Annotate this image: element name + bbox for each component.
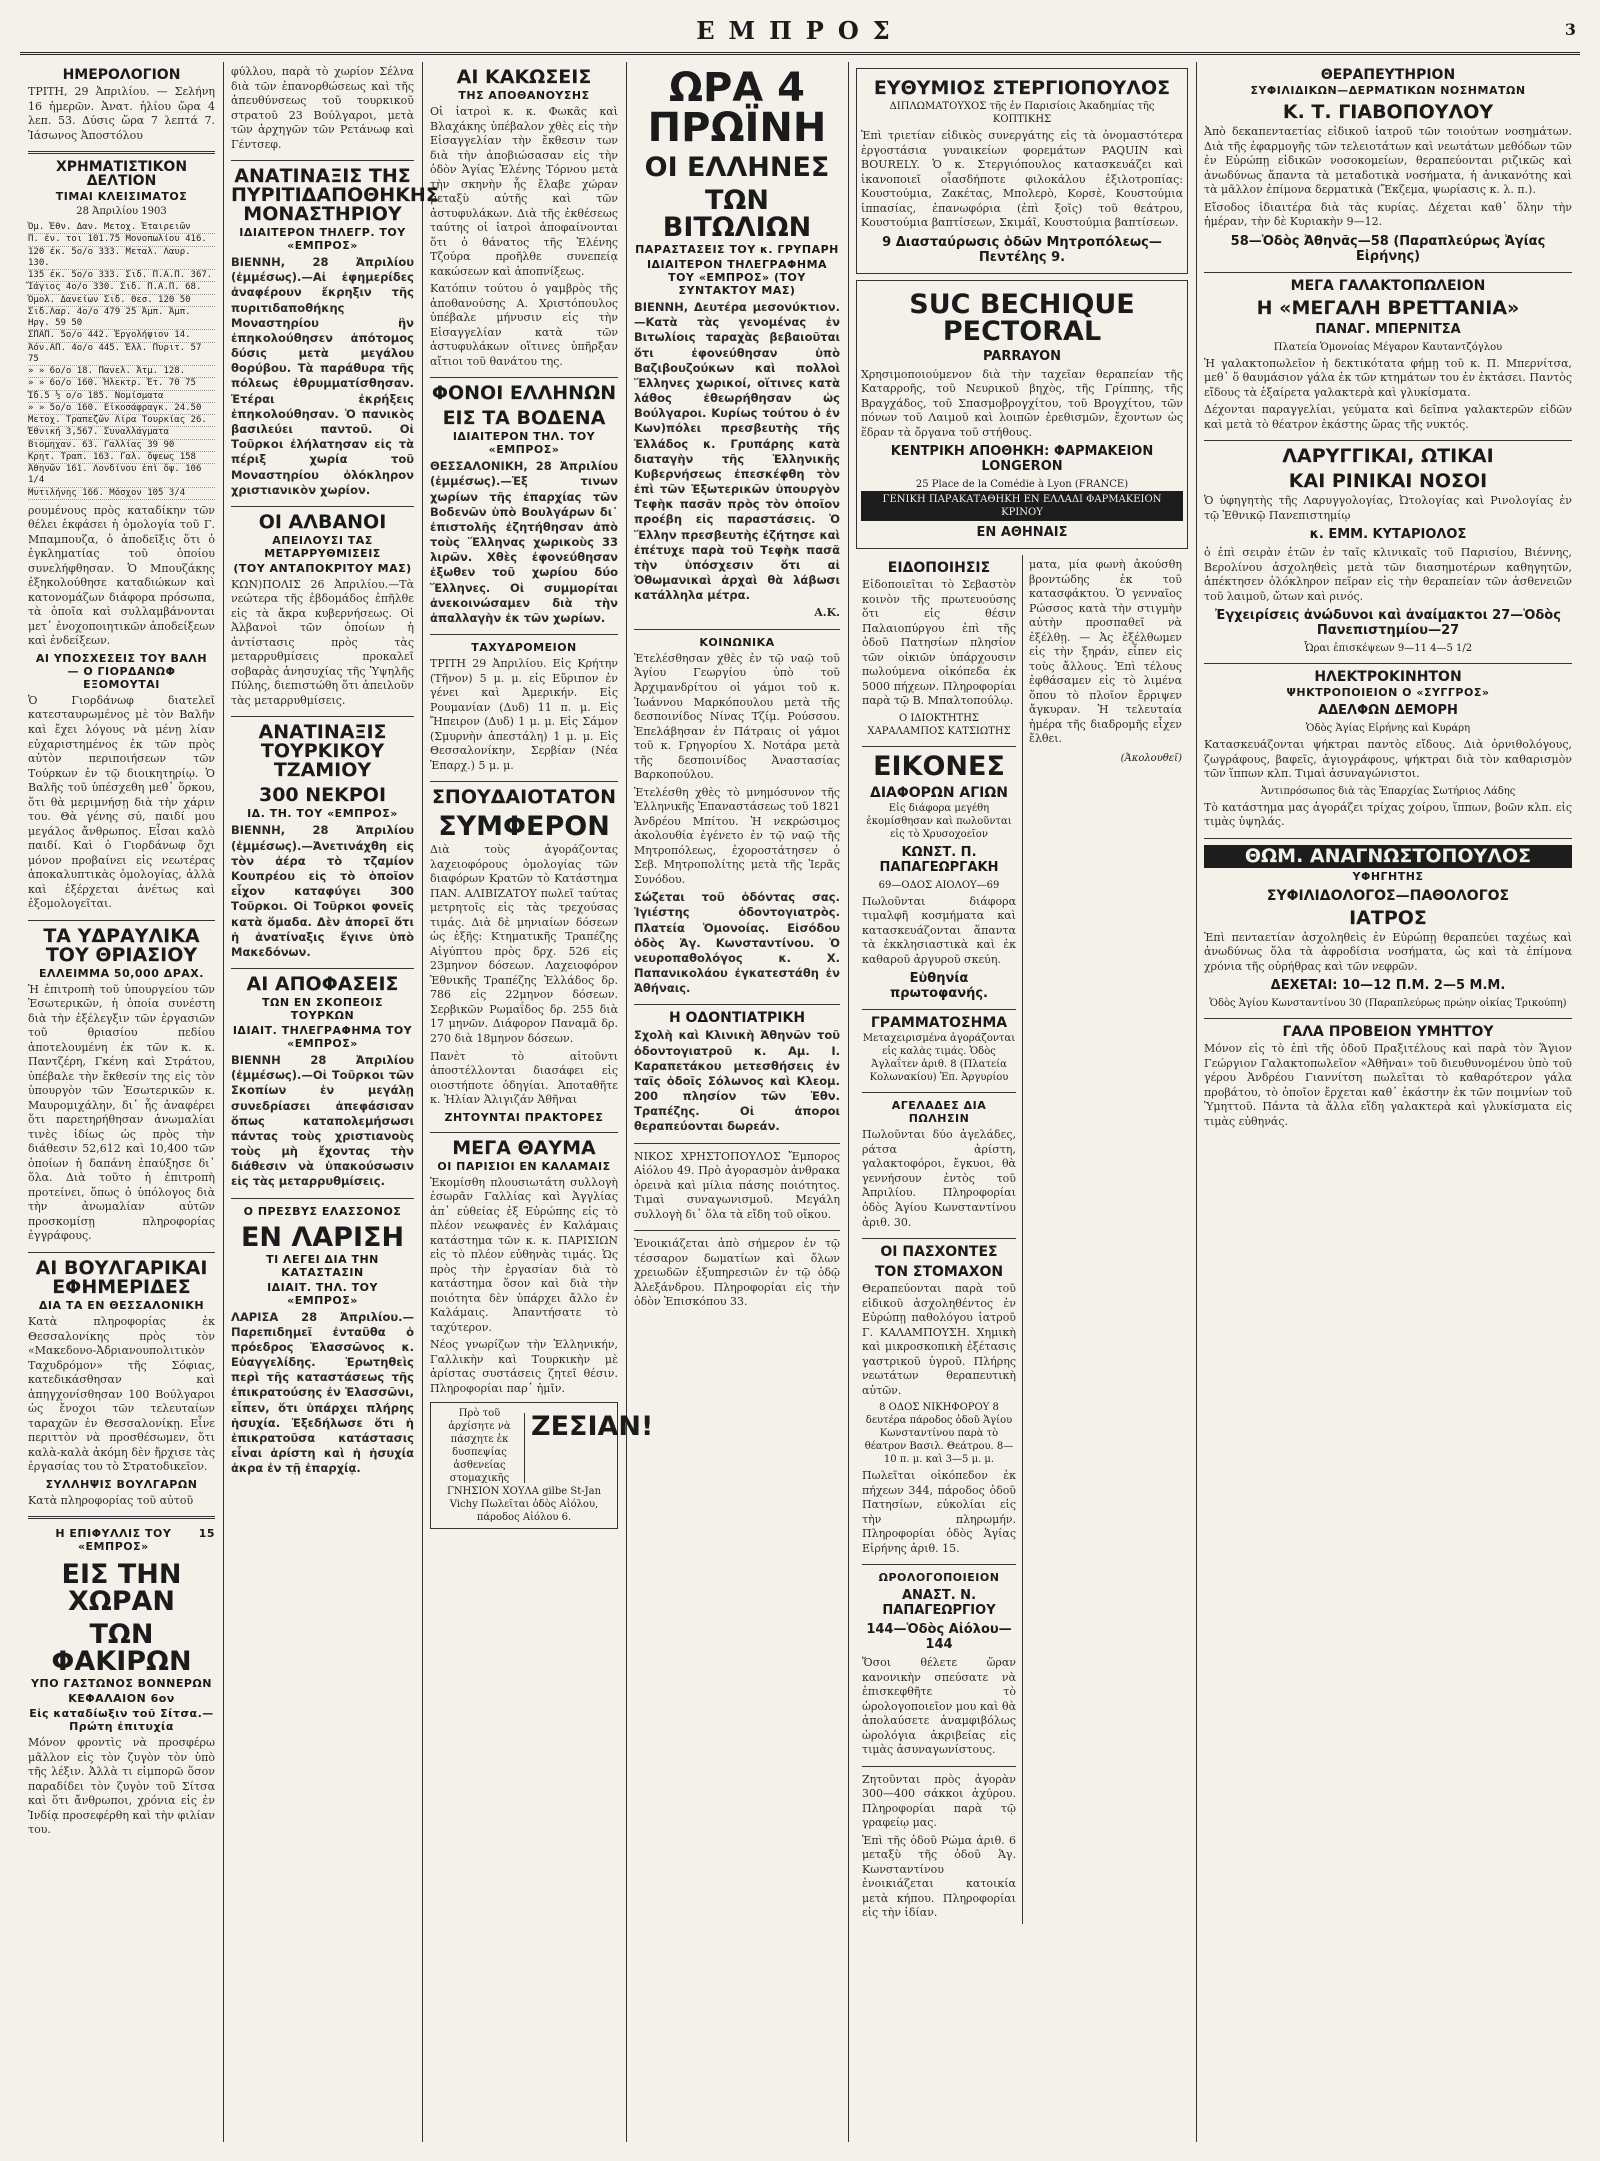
advertisement	[856, 280, 1188, 550]
article-headline: ΣΠΟΥΔΑΙΟΤΑΤΟΝ	[431, 786, 617, 809]
ad-hours: ΔΕΧΕΤΑΙ: 10—12 Π.Μ. 2—5 Μ.Μ.	[1270, 978, 1506, 994]
article-text: Κατόπιν τούτου ὁ γαμβρὸς τῆς ἀποθανούσης Α. Χριστόπουλος ὑπέβαλε μήνυσιν εἰς τὴν Εἰσαγγελίαν κατὰ τῶν ἀστυφυλάκων οἵτινες ὑπῆρξαν αἴτιοι τοῦ θανάτου της.	[430, 282, 618, 368]
ad-title: ΘΩΜ. ΑΝΑΓΝΩΣΤΟΠΟΥΛΟΣ	[1204, 845, 1572, 868]
serial-header	[28, 1525, 215, 1555]
article-text: Ἡ ἐπιτροπὴ τοῦ ὑπουργείου τῶν Ἐσωτερικῶν, ἡ ὁποία συνέστη διὰ τὴν ἐξέλεγξιν τῶν ἐργασιῶν τοῦ θριασίου πεδίου ἀποτελουμένη ἐκ τῶν κ. κ. Παντζέρη, Γκένη καὶ Στράτου, ὑπέβαλε τὴν ἔκθεσίν της εἰς τὸν ὑπουργὸν τῶν Ἐσωτερικῶν κ. Μαυρομιχάλην, δι᾽ ἧς ἀναφέρει ὅτι παρετηρήθησαν ἀνωμαλίαι τινὲς ἰδίως ὡς πρὸς τὴν διάθεσιν 52,612 καὶ 10,400 τῶν ὁποίων ἡ δαπάνη ἐπαύξησε δι᾽ ὅλα. Διὰ τοῦτο ἡ ἐπιτροπὴ προτείνει, ὅπως ὁ ὑπόλογος διὰ τὴν ἀνωμαλίαν αὐτῶν προσκομίσῃ πληροφορίας ἐγγράφους.	[28, 982, 215, 1243]
article-text: φύλλου, παρὰ τὸ χωρίον Σέλνα διὰ τῶν ἐπανορθώσεως καὶ τῆς ἀπευθύνσεως τοῦ τουρκικοῦ στρατοῦ 23 Βούλγαροι, μετὰ τῶν ἀρχηγῶν τῶν Ρετάνωφ καὶ Γέντσεφ.	[231, 65, 414, 151]
ad-title: SUC BECHIQUE PECTORAL	[909, 288, 1135, 347]
newspaper-page	[20, 14, 1580, 2144]
ad-text: Ἡ γαλακτοπωλεῖον ἡ δεκτικότατα φήμῃ τοῦ κ. Π. Μπερνίτσα, μεθ᾽ ὅ θαυμάσιον γάλα ἐκ τῶν κτημάτων του ἐν ἐκτάσει. Παντὸς εἴδους τὰ ἐξαίρετα γαλακτερὰ καὶ γλυκίσματα.	[1204, 356, 1572, 399]
article-headline: ΣΥΜΦΕΡΟΝ	[438, 811, 610, 843]
ad-text: ΓΝΗΣΙΟΝ ΧΟΥΛΑ gilbe St-Jan Vichy Πωλεῖται ὁδὸς Αἰόλου, πάροδος Αἰόλου 6.	[446, 1486, 602, 1524]
ad-text: Πωλεῖται οἰκόπεδον ἐκ πήχεων 344, πάροδος ὁδοῦ Πατησίων, εὐκολίαι εἰς τὴν πληρωμήν. Πληροφορίαι ὁδὸς Ἁγίας Εἰρήνης ἀριθ. 15.	[862, 1469, 1016, 1555]
exchange-row: Ἀόν.ΑΠ. 4ο/ο 445. Ἑλλ. Πυριτ. 57 75	[28, 343, 215, 367]
ad-text: Ἐπὶ τῆς ὁδοῦ Ρώμα ἀριθ. 6 μεταξὺ τῆς ὁδοῦ Ἁγ. Κωνσταντίνου ἐνοικιάζεται κατοικία μετὰ κήπου. Πληροφορίαι εἰς τὴν ἰδίαν.	[862, 1833, 1016, 1920]
almanac-title: ΗΜΕΡΟΛΟΓΙΟΝ	[62, 67, 181, 83]
exchange-row: 120 έκ. 5ο/ο 333. Μεταλ. Λαυρ. 130.	[28, 247, 215, 271]
article-text: Ἐκομίσθη πλουσιωτάτη συλλογὴ ἐσωρᾶν Γαλλίας καὶ Ἀγγλίας ἀπ᾽ εὐθείας ἐξ Εὐρώπης εἰς τὸ πλέον νεωφανὲς ἐν Καλάμαις κατάστημα τῶν κ. κ. ΠΑΡΙΣΙΩΝ εἰς τὸ πλέον εὐθηνὰς τιμάς. Ὡς πρὸς τὴν ἐργασίαν διὰ τὸ κατάστημα ὅσον καὶ διὰ τὴν ποιότητα δὲν ὑπάρχει ἄλλο ἐν Καλάμαις. Ἀπαντήσατε τὸ ταχύτερον.	[430, 1175, 618, 1334]
exchange-title: ΧΡΗΜΑΤΙΣΤΙΚΟΝ ΔΕΛΤΙΟΝ	[55, 159, 188, 190]
article-text: ΘΕΣΣΑΛΟΝΙΚΗ, 28 Ἀπριλίου (ἐμμέσως).—Ἐξ τινων χωρίων τῆς ἐπαρχίας τῶν Βοδενῶν ὑπὸ Βουλγάρων δι᾽ ἐπιστολῆς ἐζητήθησαν ἀπὸ τοὺς Ἕλληνας χωρικοὺς 33 λιρῶν. Χθὲς ἐφονεύθησαν ἐξωθεν τοῦ χωρίου δύο Ἕλληνες. Οἱ συμμορίται ἀνεκοινώσαμεν διὰ τὴν ἀπαλλαγὴν ἐκ τῶν χωρίων.	[430, 459, 618, 625]
ad-text: Ἐπὶ τριετίαν εἰδικὸς συνεργάτης εἰς τὰ ὀνομαστότερα ἐργοστάσια γυναικείων φορεμάτων PAQUIN καὶ BOURELY. Ὁ κ. Στεργιόπουλος κατασκευάζει καὶ ἱκανοποιεῖ οἷασδήποτε φιλοκάλου ἐξιλοτροπίας: Κουστούμια, Ζακέτας, Μπολερὸ, Κορσὲ, Κουστούμια ἱππασίας, ἐπανωφόρια (ἐπὶ ξοῖς) τοῦ θεάτρου, Κουστούμια βαπτίσεων, Σκιμάῖ, Κουστούμια βαπτίσεων.	[861, 129, 1183, 230]
article-text: Πανὲτ τὸ αἰτοῦντι ἀποστέλλονται διασάφει εἰς οιοστήποτε ὁδηγίαι. Ἀποταθῆτε κ. Ἠλίαν Ἀλιγιζάν Ἀθῆναι	[430, 1049, 618, 1107]
ad-hours: Ὧραι ἐπισκέψεων 9—11 4—5 1/2	[1303, 643, 1473, 655]
ad-title: ΗΛΕΚΤΡΟΚΙΝΗΤΟΝ	[1314, 669, 1462, 686]
article-subheadline: ΣΥΛΛΗΨΙΣ ΒΟΥΛΓΑΡΩΝ	[45, 1477, 198, 1491]
article-text: Νέος γνωρίζων τὴν Ἑλληνικήν, Γαλλικὴν καὶ Τουρκικὴν μὲ ἀρίστας συστάσεις ζητεῖ θέσιν. Πληροφορίαι παρ᾽ ἡμῖν.	[430, 1338, 618, 1395]
article-text: Κατὰ πληροφορίας τοῦ αὐτοῦ	[28, 1493, 194, 1507]
article-subheadline: ΑΠΕΙΛΟΥΣΙ ΤΑΣ ΜΕΤΑΡΡΥΘΜΙΣΕΙΣ	[264, 533, 381, 560]
exchange-row: Μυτιλήνης 166. Μόσχον 105 3/4	[28, 488, 215, 500]
exchange-date: 28 Ἀπριλίου 1903	[76, 206, 167, 218]
article-text: Οἱ ἰατροὶ κ. κ. Φωκᾶς καὶ Βλαχάκης ὑπέβαλον χθὲς εἰς τὴν Εἰσαγγελίαν τὴν ἔκθεσιν των διὰ τὴν ἀποβιώσασαν εἰς τὴν ὁδὸν Ἁγίας Ἑλένης Τόρνου μετὰ τὴν σκηνὴν ἧς ἔλαβε χώραν μεταξὺ αὐτῆς καὶ τῶν ἀστυφυλάκων. Διὰ τῆς ἐκθέσεως ταύτης οἱ ἰατροὶ ἀποφαίνονται ὅτι ὁ θάνατος τῆς Ἑλένης Τζούρα προῆλθε συνεπείᾳ κακώσεων καὶ ἀποπνίξεως.	[430, 105, 618, 278]
serial-author: ΥΠΟ ΓΑΣΤΩΝΟΣ ΒΟΝΝΕΡΩΝ	[31, 1677, 212, 1691]
ad-left-stack	[856, 555, 1022, 1924]
article-headline: ΦΟΝΟΙ ΕΛΛΗΝΩΝ	[431, 382, 617, 405]
ad-text: Χρησιμοποιούμενον διὰ τὴν ταχεῖαν θεραπείαν τῆς Καταρροῆς, τοῦ Νευρικοῦ βηχὸς, τῆς Γρίππης, τῆς Βραγχάδος, τοῦ Σπασμοβρογχίτου, τοῦ Βρογχίτου, τῶν πόνων τοῦ Λαιμοῦ καὶ λοιπῶν ἐρεθισμῶν, ἔχοντων ὡς ἕδραν τὰ ὄργανα τοῦ στήθους.	[861, 367, 1183, 439]
ad-text: Ἀντιπρόσωπος διὰ τὰς Ἐπαρχίας Σωτήριος Λάδης	[1260, 785, 1516, 797]
article-headline: ΑΝΑΤΙΝΑΞΙΣ ΤΗΣ ΠΥΡΙΤΙΔΑΠΟΘΗΚΗΣ ΜΟΝΑΣΤΗΡΙΟΥ	[231, 165, 439, 226]
ad-address: Πλατεία Ὁμονοίας Μέγαρον Καυταντζόγλου	[1273, 341, 1503, 353]
article-subheadline: 300 ΝΕΚΡΟΙ	[258, 784, 387, 807]
exchange-row: » » 6ο/ο 160. Ἠλεκτρ. Ἑτ. 70 75	[28, 378, 215, 390]
exchange-row: Ἐθνική 3,567. Συναλλάγματα	[28, 427, 215, 439]
ad-address: Ἐγχειρίσεις ἀνώδυνοι καὶ ἀναίμακτοι 27—Ὁδὸς Πανεπιστημίου—27	[1215, 608, 1561, 639]
exchange-row: Ὁμολ. Δανείων Σιδ. Θεσ. 120 50	[28, 295, 215, 307]
article-subheadline: ΠΑΡΑΣΤΑΣΕΙΣ ΤΟΥ κ. ΓΡΥΠΑΡΗ	[635, 243, 839, 256]
article-text: ΒΙΕΝΝΗ, 28 Ἀπριλίου (ἐμμέσως).—Ἀνετινάχθη εἰς τὸν ἀέρα τὸ τζαμίον Κουπρέου εἰς τὸ ὁποῖον εἶχον καταφύγει 300 Τοῦρκοι. Οἱ Τοῦρκοι φονεῖς κατὰ ὅμαδα. Δὲν ἀπορεῖ ὅτι ἡ ἀνατίναξις ἔγινε ὑπὸ Μακεδόνων.	[231, 823, 414, 959]
article-subheadline: (ΤΟΥ ΑΝΤΑΠΟΚΡΙΤΟΥ ΜΑΣ)	[233, 561, 412, 575]
exchange-row: Ἀθηνῶν 161. Λονδίνου ἐπὶ ὄψ. 106 1/4	[28, 464, 215, 488]
article-text: ΒΙΕΝΝΗ, Δευτέρα μεσονύκτιον.—Κατὰ τὰς γενομένας ἐν Βιτωλίοις ταραχὰς βεβαιοῦται ὅτι ἐφονεύθησαν ὑπὸ Βαζιβουζούκων καὶ πολλοὶ Ἕλληνες χωρικοί, οἵτινες κατὰ λάθος ἐθεωρήθησαν ὡς Βούλγαροι. Κυρίως τούτου ὁ ἐν Κων)πόλει πρεσβευτὴς τῆς Ἑλλάδος κ. Γρυπάρης κατὰ διαταγὴν τῆς Ἑλληνικῆς Κυβερνήσεως ἐπεσκέφθη τὸν ἐπὶ τῶν Ἐξωτερικῶν ὑπουργὸν Τεφὴκ πασᾶν πρὸς τὸν ὁποῖον προέβη εἰς παραστάσεις. Ὁ Ἕλλην πρεσβευτὴς ἐζήτησε καὶ ἐπέτυχε παρὰ τοῦ Τεφὴκ πασᾶ τὴν ὑπόσχεσιν ὅτι αἱ Ὀθωμανικαὶ ἀρχαὶ θὰ λάβωσι κατάλληλα μέτρα.	[634, 300, 840, 603]
ad-subtitle: ΙΑΤΡΟΣ	[1349, 906, 1427, 929]
ad-text: Ζητοῦνται πρὸς ἀγορὰν 300—400 σάκκοι ἀχύρου. Πληροφορίαι παρὰ τῷ γραφείῳ μας.	[862, 1772, 1016, 1830]
ad-owner: κ. ΕΜΜ. ΚΥΤΑΡΙΟΛΟΣ	[1309, 527, 1467, 543]
section-headline: ΚΟΙΝΩΝΙΚΑ	[699, 635, 775, 649]
ad-depot: ΚΕΝΤΡΙΚΗ ΑΠΟΘΗΚΗ: ΦΑΡΜΑΚΕΙΟΝ LONGERON	[890, 444, 1154, 475]
exchange-row: Βιομηχαν. 63. Γαλλίας 39 90	[28, 440, 215, 452]
article-subheadline: ΤΗΣ ΑΠΟΘΑΝΟΥΣΗΣ	[458, 89, 590, 102]
serial-continuation: ματα, μία φωνὴ ἀκούσθη βροντώδης ἐκ τοῦ κατασφάκτου. Ὁ γενναῖος Ρώσσος κατὰ τὴν στιγμὴν αὐτὴν προσπαθεῖ νὰ ἐξέλθῃ. — Ἀς ἐξέλθωμεν εἰς τὴν ξηράν, εἶπεν εἰς τοὺς ἄλλους. Ἐπὶ τέλους ἐφθάσαμεν εἰς τὸ λιμένα ὅπου τὸ πλοῖον ἔρριψεν ἄγκυραν. Ἡ τελευταία ἡμέρα τῆς διαδρομῆς εἶχεν ἔλθει.	[1029, 558, 1182, 746]
page-number: 3	[1564, 20, 1576, 39]
article-subheadline: ΙΔ. ΤΗ. ΤΟΥ «ΕΜΠΡΟΣ»	[247, 807, 398, 821]
serial-title: ΤΩΝ ΦΑΚΙΡΩΝ	[51, 1619, 192, 1678]
ad-address: 8 ΟΔΟΣ ΝΙΚΗΦΟΡΟΥ 8 δευτέρα πάροδος ὁδοῦ Ἁγίου Κωνσταντίνου παρὰ τὸ θέατρον Βασιλ. Θεάτρου. 8—10 π. μ. καὶ 3—5 μ. μ.	[864, 1402, 1014, 1466]
article-headline: ΜΕΓΑ ΘΑΥΜΑ	[452, 1136, 596, 1159]
ad-title: ΜΕΓΑ ΓΑΛΑΚΤΟΠΩΛΕΙΟΝ	[1290, 277, 1486, 294]
article-text: ΒΙΕΝΝΗ 28 Ἀπριλίου (ἐμμέσως).—Οἱ Τοῦρκοι τῶν Σκοπίων ἐν μεγάλῃ συνεδρίασει ἀπεφάσισαν ὅπως καταπολεμήσωσι πάντας τοὺς χριστιανοὺς τοὺς μὴ ἔχοντας τὴν διάθεσιν νὰ ὑπακούσωσιν εἰς τὰς μεταρρυθμίσεις.	[231, 1053, 414, 1189]
article-subheadline: ΕΛΛΕΙΜΜΑ 50,000 ΔΡΑΧ.	[39, 966, 204, 980]
ad-address: Ὁδὸς Ἁγίας Εἰρήνης καὶ Κυράρη	[1305, 723, 1471, 735]
column-1	[20, 62, 223, 2142]
ad-address: Ὁδὸς Ἁγίου Κωνσταντίνου 30 (Παραπλεύρως πρώην οἰκίας Τρικούπη)	[1209, 998, 1567, 1010]
article-headline: ΕΝ ΛΑΡΙΣΗ	[240, 1221, 405, 1253]
ad-address: 58—Ὁδὸς Ἀθηνᾶς—58 (Παραπλεύρως Ἁγίας Εἰρήνης)	[1230, 233, 1546, 264]
article-headline: ΕΙΣ ΤΑ ΒΟΔΕΝΑ	[442, 407, 606, 430]
article-headline: ΩΡΑ 4 ΠΡΩΪΝΗ	[647, 65, 827, 151]
ad-signature: Ο ΙΔΙΟΚΤΗΤΗΣ ΧΑΡΑΛΑΜΠΟΣ ΚΑΤΣΙΩΤΗΣ	[867, 712, 1011, 737]
exchange-row: ΣΠΑΠ. 5ο/ο 442. Ἐργολήψιον 14.	[28, 330, 215, 342]
ad-title: ΖΕΣΙΑΝ!	[524, 1413, 613, 1483]
ad-owner: ΑΝΑΣΤ. Ν. ΠΑΠΑΓΕΩΡΓΙΟΥ	[882, 1588, 996, 1619]
article-headline: ΑΙ ΑΠΟΦΑΣΕΙΣ	[246, 973, 399, 996]
article-subheadline: ΙΔΙΑΙΤΕΡΟΝ ΤΗΛΕΓΡ. ΤΟΥ «ΕΜΠΡΟΣ»	[239, 226, 406, 253]
ad-text: Πρὸ τοῦ ἀρχίσητε νὰ πάσχητε ἐκ δυσπεψίας ἀσθενείας στομαχικῆς	[448, 1408, 511, 1485]
ad-text: Ἐνοικιάζεται ἀπὸ σήμερον ἐν τῷ τέσσαρον δωματίων καὶ ὄλων χρειωδῶν ἐξυπηρεσιῶν ἐν τῷ ὁδῷ Ἀλεξάνδρου. Πληροφορίαι εἰς τὴν ὁδὸν Ἐπισκόπου 33.	[634, 1237, 840, 1309]
advertisement	[430, 1402, 654, 1529]
article-text: ΒΙΕΝΝΗ, 28 Ἀπριλίου (ἐμμέσως).—Αἱ ἐφημερίδες ἀναφέρουν ἔκρηξιν τῆς πυριτιδαποθήκης Μοναστηρίου ἣν ἐπηκολούθησεν ἀπότομος δύσις μετὰ μεγάλου θορύβου. Τὰ παράθυρα τῆς πόλεως ἐθρυμματίσθησαν. Ἐτέραι ἐκρήξεις ἐπηκολούθησαν. Ὁ πανικὸς βασιλεύει παντοῦ. Οἱ Τοῦρκοι ἐλήλατησαν εἰς τὰ πέριξ χωρία τοῦ Μοναστηρίου ὁλόκληρον χριστιανικὸν χωρίον.	[231, 255, 414, 497]
ad-owner: Κ. Τ. ΓΙΑΒΟΠΟΥΛΟΥ	[1282, 101, 1494, 123]
ad-text: Μεταχειρισμένα ἀγοράζονται εἰς καλὰς τιμάς. Ὁδὸς Ἀγλαΐτεν ἀριθ. 8 (Πλατεία Κολωνακίου) Ἐπ. Ἀργυρίου	[862, 1033, 1016, 1084]
ad-subtitle: ΔΙΠΛΩΜΑΤΟΥΧΟΣ τῆς ἐν Παρισίοις Ἀκαδημίας τῆς ΚΟΠΤΙΚΗΣ	[889, 101, 1155, 125]
ad-address: 25 Place de la Comédie à Lyon (FRANCE)	[915, 479, 1129, 491]
exchange-table	[28, 222, 215, 500]
ad-subtitle: ΣΥΦΙΛΙΔΟΛΟΓΟΣ—ΠΑΘΟΛΟΓΟΣ	[1266, 887, 1510, 904]
advertisement	[856, 68, 1188, 274]
exchange-row: 135 έκ. 5ο/ο 333. Σιδ. Π.Α.Π. 367.	[28, 270, 215, 282]
column-4	[626, 62, 848, 2142]
ad-text: Μόνον εἰς τὸ ἐπὶ τῆς ὁδοῦ Πραξιτέλους καὶ παρὰ τὸν Ἅγιον Γεώργιον Γαλακτοπωλεῖον «Ἀθῆναι» τοῦ διευθυνομένου ὑπὸ τοῦ γέρου Ἀνδρέου Γιαννίτση πωλεῖται τὸ καθαρότερον γάλα προβάτου, τὸ ὁποῖον ἔρχεται καθ᾽ ἑκάστην ἐκ τῶν ποιμνίων τοῦ Ὑμηττοῦ. Πάντα τὰ ἄλλα εἴδη γαλακτερὰ καὶ γλυκίσματα εἰς τιμὰς εὐθηνάς.	[1204, 1042, 1572, 1128]
ad-title: ΛΑΡΥΓΓΙΚΑΙ, ΩΤΙΚΑΙ	[1282, 445, 1494, 468]
article-subheadline: ΙΔΙΑΙΤΕΡΟΝ ΤΗΛ. ΤΟΥ «ΕΜΠΡΟΣ»	[452, 430, 596, 457]
ad-title: ΚΑΙ ΡΙΝΙΚΑΙ ΝΟΣΟΙ	[1288, 470, 1488, 493]
ad-subtitle: ΨΗΚΤΡΟΠΟΙΕΙΟΝ Ο «ΣΥΓΓΡΟΣ»	[1286, 686, 1490, 700]
article-subheadline: ΤΙ ΛΕΓΕΙ ΔΙΑ ΤΗΝ ΚΑΤΑΣΤΑΣΙΝ	[266, 1252, 379, 1279]
article-text: Σώζεται τοῦ ὀδόντας σας. Ἰγιέστης ὀδοντογιατρὸς. Πλατεία Ὁμονοίας. Εἰσόδου ὁδὸς Ἁγ. Κωνσταντίνου. Ὁ νευροπαθολόγος κ. Χ. Παπανικολάου ἐγκατεστάθη ἐν Ἀθήναις.	[634, 890, 840, 996]
ad-address: 9 Διασταύρωσις ὁδῶν Μητροπόλεως—Πεντέλης 9.	[882, 234, 1162, 265]
ad-agent: ΓΕΝΙΚΗ ΠΑΡΑΚΑΤΑΘΗΚΗ ΕΝ ΕΛΛΑΔΙ ΦΑΡΜΑΚΕΙΟΝ ΚΡΙΝΟΥ	[861, 491, 1183, 521]
article-headline: ΟΙ ΕΛΛΗΝΕΣ	[644, 152, 830, 183]
serial-subtitle: Εἰς καταδίωξιν τοῦ Σίτσα.— Πρώτη ἐπιτυχία	[29, 1707, 214, 1734]
article-headline: Ο ΠΡΕΣΒΥΣ ΕΛΑΣΣΟΝΟΣ	[243, 1204, 402, 1218]
ad-name: Η «ΜΕΓΑΛΗ ΒΡΕΤΤΑΝΙΑ»	[1256, 296, 1520, 319]
ad-title: ΩΡΟΛΟΓΟΠΟΙΕΙΟΝ	[878, 1571, 1000, 1585]
ad-title: ΑΓΕΛΑΔΕΣ ΔΙΑ ΠΩΛΗΣΙΝ	[891, 1099, 987, 1126]
article-headline: ΑΙ ΒΟΥΛΓΑΡΙΚΑΙ ΕΦΗΜΕΡΙΔΕΣ	[35, 1256, 208, 1298]
ad-text: Θεραπεύονται παρὰ τοῦ εἰδικοῦ ἀσχοληθέντος ἐν Εὐρώπῃ παθολόγου ἰατροῦ Γ. ΚΑΛΑΜΠΟΥΣΗ. Χημικὴ καὶ μικροσκοπικὴ ἐξέτασις γαστρικοῦ ὑγροῦ. Πλήρης νεωτάτων θεραπευτικὴ αὐτῶν.	[862, 1282, 1016, 1397]
article-text: ΤΡΙΤΗ 29 Ἀπριλίου. Εἰς Κρήτην (Τῆνον) 5 μ. μ. εἰς Εὔριπον ἐν γένει καὶ Ἀμερικήν. Εἰς Ρουμανίαν (Δυδ) 11 π. μ. Εἰς Ἤπειρον (Δυδ) 1 μ. μ. Εἰς Σάμον (Σμυρνὴν ἀπεστάλη) 1 μ. μ. Εἰς Θεσσαλονίκην, Σερβίαν (Νέα Ἐπαρχ.) 5 μ. μ.	[430, 657, 618, 772]
ad-text: Τὸ κατάστημα μας ἀγοράζει τρίχας χοίρου, ἵππων, βοῶν κλπ. εἰς τιμὰς ὑψηλάς.	[1204, 800, 1572, 829]
ad-row	[856, 555, 1188, 1924]
serial-chapter: ΚΕΦΑΛΑΙΟΝ 6ον	[68, 1692, 175, 1706]
exchange-subtitle: ΤΙΜΑΙ ΚΛΕΙΣΙΜΑΤΟΣ	[55, 190, 188, 204]
ad-text: ὁ ἐπὶ σειρὰν ἐτῶν ἐν ταῖς κλινικαῖς τοῦ Παρισίου, Βιέννης, Βερολίνου ἀσχοληθεὶς μετὰ τῶν διασημοτέρων καθηγητῶν, ἀπέκτησεν ὁλόκληρον πεῖραν εἰς τὴν θεραπείαν τῶν ἀσθενειῶν τοῦ λαιμοῦ, ὤτων καὶ ρινός.	[1204, 546, 1572, 603]
exchange-row: » » 6ο/ο 18. Πανελ. Ἀτμ. 128.	[28, 366, 215, 378]
ad-title: ΘΕΡΑΠΕΥΤΗΡΙΟΝ	[1320, 67, 1456, 83]
serial-number: 15	[198, 1527, 215, 1541]
almanac-text: ΤΡΙΤΗ, 29 Ἀπριλίου. — Σελήνη 16 ἡμερῶν. Ἀνατ. ἡλίου ὥρα 4 λεπ. 53. Δύσις ὥρα 7 λεπτά 7. Ἰάσωνος Ἀποστόλου	[28, 85, 215, 142]
article-headline: ΑΝΑΤΙΝΑΞΙΣ ΤΟΥΡΚΙΚΟΥ ΤΖΑΜΙΟΥ	[258, 721, 387, 782]
ad-text: Εἰς διάφορα μεγέθη ἐκομίσθησαν καὶ πωλοῦνται εἰς τὸ Χρυσοχοεῖον	[866, 802, 1012, 840]
ad-owner: ΑΔΕΛΦΩΝ ΔΕΜΟΡΗ	[1318, 703, 1458, 719]
exchange-row: Ὁμ. Ἐθν. Δαν. Μετοχ. Ἑταιρειῶν	[28, 222, 215, 234]
article-subheadline: ΤΩΝ ΕΝ ΣΚΟΠΕΟΙΣ ΤΟΥΡΚΩΝ	[261, 996, 383, 1023]
exchange-row: Μετοχ. Τραπεζῶν Λίρα Τουρκίας 26.	[28, 415, 215, 427]
ad-text: Πωλοῦνται διάφορα τιμαλφῆ κοσμήματα καὶ κατασκευάζονται ἅπαντα τὰ ἐκκλησιαστικὰ καὶ ἐκ καθαροῦ ἀργυροῦ σκεύη.	[862, 894, 1016, 966]
article-text: ΛΑΡΙΣΑ 28 Ἀπριλίου.—Παρεπιδημεῖ ἐνταῦθα ὁ πρόεδρος Ἐλασσῶνος κ. Εὐαγγελίδης. Ἐρωτηθεὶς περὶ τῆς καταστάσεως τῆς ἐπικρατούσης ἐν Ἐλασσῶνι, εἶπεν, ὅτι ὑπάρχει πλήρης ἡσυχία. Ἐξεδήλωσε ὅτι ἡ ἐπικρατοῦσα κατάστασις εἶναι ἀρίστη καὶ ἡ ἡσυχία ἀκρα ἐν τῇ ἐπαρχίᾳ.	[231, 1309, 414, 1476]
ad-text: Πωλοῦνται δύο ἀγελάδες, ράτσα ἀρίστη, γαλακτοφόροι, ἔγκυοι, θὰ γεννήσουν ἐντὸς τοῦ Ἀπριλίου. Πληροφορίαι ὁδὸς Ἁγίου Κωνσταντίνου ἀριθ. 30.	[862, 1128, 1016, 1229]
ad-title: ΤΟΝ ΣΤΟΜΑΧΟΝ	[874, 1264, 1004, 1281]
exchange-row: Ἰδ.5 ½ ο/ο 185. Νομίσματα	[28, 391, 215, 403]
exchange-row: Κρητ. Τραπ. 163. Γαλ. ὄψεως 158	[28, 452, 215, 464]
article-headline: ΑΙ ΚΑΚΩΣΕΙΣ	[456, 66, 592, 88]
serial-label: Η ΕΠΙΦΥΛΛΙΣ ΤΟΥ «ΕΜΠΡΟΣ»	[55, 1527, 172, 1554]
ad-title: ΕΙΔΟΠΟΙΗΣΙΣ	[887, 560, 991, 577]
column-3	[422, 62, 654, 2142]
exchange-row: » » 5ο/ο 160. Εἰκοσάφραγκ. 24.50	[28, 403, 215, 415]
ad-text: ΝΙΚΟΣ ΧΡΗΣΤΟΠΟΥΛΟΣ Ἔμπορος Αἰόλου 49. Πρὸ ἀγορασμὸν ἀνθρακα ὀρεινὰ καὶ μίλια πάσης ποιότητος. Τιμαὶ συναγωνισμοῦ. Μεγάλη συλλογὴ δι᾽ ὅλα τὰ εἴδη τοῦ οἴκου.	[634, 1149, 840, 1221]
article-headline: ΤΑ ΥΔΡΑΥΛΙΚΑ ΤΟΥ ΘΡΙΑΣΙΟΥ	[43, 924, 200, 966]
ad-address: 144—Ὁδὸς Αἰόλου—144	[866, 1622, 1012, 1653]
exchange-row: Σιδ.Λαρ. 4ο/ο 479 25 Ἀμπ. Ἀμπ. Ηργ. 59 50	[28, 307, 215, 331]
ad-title: Η ΟΔΟΝΤΙΑΤΡΙΚΗ	[668, 1010, 806, 1027]
ad-text: Σχολὴ καὶ Κλινικὴ Ἀθηνῶν τοῦ ὀδοντογιατροῦ κ. Αμ. Ι. Καραπετάκου μετεσθήσεις ἐν ταῖς ὁδοῖς Σόλωνος καὶ Κλεομ. 200 πλησίον τῶν Ἐθν. Τραπέζης. Οἱ ἀποροι θεραπεύονται δωρεάν.	[634, 1028, 840, 1134]
article-text: ρουμένους πρὸς καταδίκην τῶν θέλει ἐκφάσει ἡ ὁμολογία τοῦ Γ. Μπαμπουζα, ὁ ἀποδεῖξις ὅτι ὁ ἐγκληματίας τοῦ ὁποίου συνελήφθησαν. Ὁ Μπουζάκης ἐξηκολούθησε καταδιώκων καὶ κατονομάζων διάφορα πρόσωπα, τὰ ὁποῖα καὶ συλλαμβάνονται μετ᾽ ἐνοχοποιητικῶν ἀποδείξεων καὶ ἐνδείξεων.	[28, 503, 215, 648]
ad-owner: ΠΑΝΑΓ. ΜΠΕΡΝΙΤΣΑ	[1315, 321, 1461, 337]
serial-title: ΕΙΣ ΤΗΝ ΧΩΡΑΝ	[61, 1559, 182, 1618]
ad-text: Ὁ ὑφηγητὴς τῆς Λαρυγγολογίας, Ὠτολογίας καὶ Ρινολογίας ἐν τῷ Ἐθνικῷ Πανεπιστημίῳ	[1204, 494, 1572, 522]
ad-subtitle: ΔΙΑΦΟΡΩΝ ΑΓΙΩΝ	[869, 784, 1009, 801]
ad-city: ΕΝ ΑΘΗΝΑΙΣ	[976, 525, 1068, 541]
article-text: Διὰ τοὺς ἀγοράζοντας λαχειοφόρους ὁμολογίας τῶν διαφόρων Κρατῶν τὸ Κατάστημα ΠΑΝ. ΑΛΙΒΙΖΑΤΟΥ πωλεῖ ταύτας μετρητοῖς εἰς τὰς τρεχούσας τιμάς. Διὰ δὲ μηνιαίων δόσεων ὡς ἑξῆς: Κτηματικῆς Τραπέζης Αἰγύπτου πρὸς δρχ. 526 εἰς 23μηνον δόσεων. Λαχειοφόρον Ἐθνικῆς Τραπέζης Ἑλλάδος δρ. 786 εἰς 22μηνον δόσεων. Σερβικῶν Ρωμαΐδος δρ. 255 διὰ 17 μηνῶν. Διάφορον Παναμᾶ δρ. 270 διὰ 18μηνον δόσεων.	[430, 843, 618, 1045]
column-5	[848, 62, 1196, 2142]
column-2	[223, 62, 439, 2142]
exchange-row: Ἴάγιος 4ο/ο 330. Σιδ. Π.Α.Π. 68.	[28, 282, 215, 294]
article-subheadline: ΔΙΑ ΤΑ ΕΝ ΘΕΣΣΑΛΟΝΙΚΗ	[38, 1298, 205, 1312]
ad-text: Ἐπὶ πενταετίαν ἀσχοληθεὶς ἐν Εὐρώπῃ θεραπεύει ταχέως καὶ ἀνωδύνως ὅλα τὰ ἀφροδίσια νοσήματα, ὡς καὶ τὰ ἐπίμονα χρόνια τῆς οὐρήθρας καὶ τῶν νεφρῶν.	[1204, 930, 1572, 973]
article-subheadline: ΙΔΙΑΙΤ. ΤΗΛ. ΤΟΥ «ΕΜΠΡΟΣ»	[267, 1280, 378, 1307]
article-text: Κατὰ πληροφορίας ἐκ Θεσσαλονίκης πρὸς τὸν «Μακεδονο-Ἀδριανουπολιτικὸν Ταχυδρόμον» τῆς Σόφιας, κατεδικάσθησαν καὶ ἀπηγχονίσθησαν 100 Βούλγαροι ὡς ἔνοχοι τῶν τελευταίων ταραχῶν ἐν Θεσσαλονίκῃ. Εἶνε περιττὸν νὰ προσθέσωμεν, ὅτι καλὰ-καλὰ ἀκόμη δὲν ἤρχισε τὰς ἐργασίας του τὸ Στρατοδικεῖον.	[28, 1314, 215, 1474]
article-headline: ΤΩΝ ΒΙΤΩΛΙΩΝ	[662, 185, 812, 243]
ad-brand: PARRAYON	[982, 348, 1062, 364]
ad-title: ΟΙ ΠΑΣΧΟΝΤΕΣ	[880, 1244, 998, 1261]
ad-text: Εἰδοποιεῖται τὸ Σεβαστὸν κοινὸν τῆς πρωτευούσης ὅτι εἰς θέσιν Παλαιοπύργου ἐπὶ τῆς ὁδοῦ Πατησίων πλησίον τῶν οἰκιῶν ὑπάρχουσιν πωλούμενα οἰκόπεδα ἐκ 5000 πήχεων. Πληροφορίαι παρὰ τῷ Β. Μπαλτοπούλῳ.	[862, 578, 1016, 708]
article-headline: ΟΙ ΑΛΒΑΝΟΙ	[258, 510, 387, 533]
article-subheadline: ΟΙ ΠΑΡΙΣΙΟΙ ΕΝ ΚΑΛΑΜΑΙΣ	[437, 1159, 611, 1173]
ad-title: ΓΑΛΑ ΠΡΟΒΕΙΟΝ ΥΜΗΤΤΟΥ	[1282, 1024, 1494, 1041]
ad-subtitle: ΥΦΗΓΗΤΗΣ	[1352, 869, 1424, 883]
article-text: Ἐτελέσθησαν χθὲς ἐν τῷ ναῷ τοῦ Ἁγίου Γεωργίου ὑπὸ τοῦ Ἀρχιμανδρίτου οἱ γάμοι τοῦ κ. Ἰωάννου Μαρκόπουλου μετὰ τῆς δεσποινίδος Νίνας Τζίμ. Ρούσσου. Ἐπελάβησαν ἐν Πάτραις οἱ γάμοι τοῦ κ. Γρηγορίου Χ. Νοτάρα μετὰ τῆς δεσποινίδος Ἀναστασίας Βαρκοπούλου.	[634, 651, 840, 782]
ad-address: 69—ΟΔΟΣ ΑΙΟΛΟΥ—69	[878, 879, 1000, 891]
article-subheadline: ΙΔΙΑΙΤ. ΤΗΛΕΓΡΑΦΗΜΑ ΤΟΥ «ΕΜΠΡΟΣ»	[232, 1024, 413, 1051]
ad-text: Ὅσοι θέλετε ὥραν κανονικὴν σπεύσατε νὰ ἐπισκεφθῆτε τὸ ὡρολογοποιεῖον μου καὶ θὰ ἀπολαύσετε ἀναμφιβόλως ὡρολόγια ἀκριβείας εἰς τιμὰς ἀσυναγωνίστους.	[862, 1656, 1016, 1757]
masthead	[20, 14, 1580, 55]
ad-title: ΕΙΚΟΝΕΣ	[873, 750, 1005, 782]
ad-text: Ἀπὸ δεκαπενταετίας εἰδικοῦ ἰατροῦ τῶν τοιούτων νοσημάτων. Διὰ τῆς ἐφαρμογῆς τῶν τελειοτάτων καὶ νεωτάτων μεθόδων τῶν ἐν Εὐρώπῃ εἰδικῶν νοσοκομείων, θεραπεύονται ριζικῶς καὶ ἀνωδύνως ἅπαντα τὰ μεταδοτικὰ νοσήματα, ἡ ἀνικανότης καὶ τὰ μᾶλλον ἐπίμονα δερματικὰ (Ἔκζεμα, ψωρίασις κ. λ. π.).	[1204, 125, 1572, 197]
article-signature: Α.Κ.	[814, 606, 840, 620]
exchange-row: Π. ἑν. τοι 101.75 Μονοπωλίου 416.	[28, 234, 215, 246]
column-6	[1196, 62, 1580, 2142]
ad-text: Εὐθηνία πρωτοφανής.	[890, 971, 988, 1002]
ad-owner: ΚΩΝΣΤ. Π. ΠΑΠΑΓΕΩΡΓΑΚΗ	[879, 844, 999, 875]
article-text: ΚΩΝ)ΠΟΛΙΣ 26 Ἀπριλίου.—Τὰ νεώτερα τῆς ἑβδομάδος ἐπῆλθε εἰς τὰ ἄκρα κυβερνήσεως. Οἱ Ἀλβανοὶ τῶν ὁποίων ἡ ἀντίστασις πρὸς τὰς μεταρρυθμίσεις προκαλεῖ σοβαρὰς ἀνησυχίας τῆς Ὑψηλῆς Πύλης, διεπιστώθη ὅτι ἀπειλοῦν τὰς μεταρρυθμίσεις.	[231, 577, 414, 707]
ad-subtitle: ΣΥΦΙΛΙΔΙΚΩΝ—ΔΕΡΜΑΤΙΚΩΝ ΝΟΣΗΜΑΤΩΝ	[1250, 84, 1526, 97]
article-subheadline: ΖΗΤΟΥΝΤΑΙ ΠΡΑΚΤΟΡΕΣ	[444, 1110, 604, 1124]
article-headline: ΑΙ ΥΠΟΣΧΕΣΕΙΣ ΤΟΥ ΒΑΛΗ — Ο ΓΙΟΡΔΑΝΩΦ ΕΞΟΜΟΥΤΑΙ	[35, 651, 208, 691]
ad-text: Εἴσοδος ἰδιαιτέρα διὰ τὰς κυρίας. Δέχεται καθ᾽ ὅλην τὴν ἡμέραν, τὴν δὲ Κυριακὴν 9—12.	[1204, 200, 1572, 229]
article-text: Ὁ Γιορδάνωφ διατελεῖ κατεσταυρωμένος μὲ τὸν Βαλῆν καὶ ἔχει λόγους νὰ μένῃ λίαν εὐχαριστημένος ἐκ τῶν πρὸς αὐτὸν περιποιήσεων τῶν Τούρκων ἐν τῷ διοικητηρίῳ. Ὁ Βαλῆς τοῦ ὑπέσχεθη μεθ᾽ ὅρκου, ὅτι θὰ μεριμνήσῃ διὰ τὴν χάριν του. Θὰ γένης σύ, παιδί μου μεγάλος ἄνθρωπος. Εἶσαι καλὸ παιδί. Καὶ ὁ Γιορδάνωφ ὄχι μόνον προβαίνει εἰς νεωτέρας ἀποκαλυπτικὰς ὁμολογίας, ἀλλὰ καὶ ἐξέρχεται ἀνέτως καὶ ἐξομολογεῖται.	[28, 693, 215, 911]
article-text: Ἐτελέσθη χθὲς τὸ μνημόσυνον τῆς Ἑλληνικῆς Ἐπαναστάσεως τοῦ 1821 Ἀνδρέου Μπίτου. Ἡ νεκρώσιμος ἀκολουθία ἐγένετο ἐν τῷ ναῷ τῆς Μητροπόλεως, ἐχοροστάτησεν ὁ Σεβ. Μητροπολίτης μετὰ τῆς Ἱερᾶς Συνόδου.	[634, 785, 840, 886]
article-headline: ΤΑΧΥΔΡΟΜΕΙΟΝ	[471, 641, 577, 655]
article-subheadline: ΙΔΙΑΙΤΕΡΟΝ ΤΗΛΕΓΡΑΦΗΜΑ ΤΟΥ «ΕΜΠΡΟΣ» (ΤΟΥ ΣΥΝΤΑΚΤΟΥ ΜΑΣ)	[646, 258, 828, 297]
serial-text: Μόνον φροντὶς νὰ προσφέρω μᾶλλον εἰς τὸν ζυγὸν τὸν ὑπὸ τῆς λέξιν. Ἀλλὰ τι εἰμπορῶ ὅσον παραδίδει τὸν ζυγὸν τοῦ Σίτσα καὶ ὅτι ἄνθρωποι, χρόνια εἰς ἐν Ἰνδίᾳ προσεφέρθη καὶ τὴν φιλίαν του.	[28, 1736, 215, 1837]
newspaper-title: ΕΜΠΡΟΣ	[696, 16, 904, 45]
ad-text: Δέχονται παραγγελίαι, γεύματα καὶ δεῖπνα γαλακτερῶν εἰδῶν καὶ μετὰ τὸ θέατρον ἑκάστης ὥρας τῆς νυκτός.	[1204, 403, 1572, 431]
ad-text: Κατασκευάζονται ψήκτραι παντὸς εἴδους. Διὰ ὀρνιθολόγους, ζωγράφους, βαφεῖς, ἀγιογράφους, ψήκτραι διὰ τὸν καθαρισμὸν τῶν ἵππων κλπ. Τιμαὶ ἀσυναγώνιστοι.	[1204, 738, 1572, 781]
ad-title: ΕΥΘΥΜΙΟΣ ΣΤΕΡΓΙΟΠΟΥΛΟΣ	[873, 77, 1171, 99]
continued-label: (Ἀκολουθεῖ)	[1120, 752, 1182, 764]
ad-right-stack	[1022, 555, 1188, 1924]
ad-title: ΓΡΑΜΜΑΤΟΣΗΜΑ	[870, 1015, 1008, 1032]
